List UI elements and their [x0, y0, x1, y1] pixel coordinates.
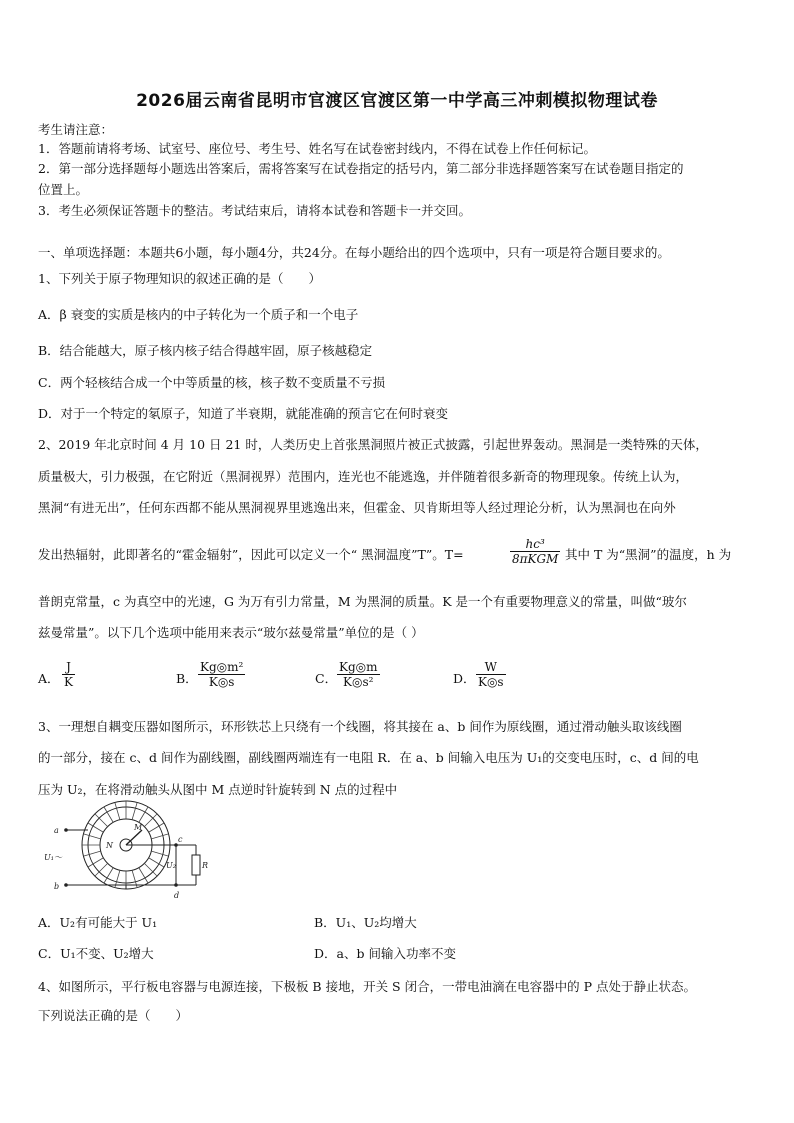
notice-item-3: 3．考生必须保证答题卡的整洁。考试结束后，请将本试卷和答题卡一并交回。	[38, 203, 471, 218]
fig-label-m: M	[134, 823, 143, 832]
formula-denominator: 8πKGM	[512, 552, 559, 566]
autotransformer-figure	[36, 800, 216, 910]
fig-label-d: d	[174, 891, 180, 900]
terminal-a	[64, 828, 68, 832]
section-heading: 一、单项选择题：本题共6小题，每小题4分，共24分。在每小题给出的四个选项中，只有一项是符合题目要求的。	[38, 245, 670, 260]
q2-option-c-num: Kg◎m	[339, 660, 378, 674]
q2-option-b-den: K◎s	[198, 674, 245, 689]
q1-option-a: A．β 衰变的实质是核内的中子转化为一个质子和一个电子	[38, 307, 359, 322]
notice-item-2: 2．第一部分选择题每小题选出答案后，需将答案写在试卷指定的括号内，第二部分非选择题答案写在试卷题目指定的	[38, 161, 684, 176]
q2-option-a-fraction	[62, 660, 75, 689]
resistor-r	[192, 855, 200, 875]
q2-line-1: 2、2019 年北京时间 4 月 10 日 21 时，人类历史上首张黑洞照片被正式披露，引起世界轰动。黑洞是一类特殊的天体，	[38, 437, 708, 452]
terminal-b	[64, 883, 68, 887]
q4-line-2: 下列说法正确的是（ ）	[38, 1008, 189, 1023]
q2-option-c-label: C．	[315, 671, 338, 686]
q2-option-c-den: K◎s²	[337, 674, 380, 689]
q2-line-4a: 发出热辐射，此即著名的“霍金辐射”，因此可以定义一个“ 黑洞温度”T”。T=	[38, 547, 464, 562]
fig-label-b: b	[54, 882, 60, 891]
q2-line-3: 黑洞“有进无出”，任何东西都不能从黑洞视界里逃逸出来，但霍金、贝肯斯坦等人经过理论分析，认为黑洞也在向外	[38, 500, 676, 515]
q3-option-d: D．a、b 间输入功率不变	[314, 946, 456, 961]
fig-label-u2: U₂	[166, 861, 176, 870]
q2-line-6: 兹曼常量”。以下几个选项中能用来表示“玻尔兹曼常量”单位的是（ ）	[38, 625, 424, 640]
q1-option-d: D．对于一个特定的氡原子，知道了半衰期，就能准确的预言它在何时衰变	[38, 406, 449, 421]
q2-option-d-den: K◎s	[478, 675, 504, 689]
q2-line-2: 质量极大，引力极强，在它附近（黑洞视界）范围内，连光也不能逃逸，并伴随着很多新奇的物理现象。传统上认为，	[38, 469, 689, 484]
hawking-formula	[510, 537, 560, 566]
q2-option-b-fraction	[198, 660, 245, 689]
q2-option-d-label: D．	[453, 671, 476, 686]
q3-line-1: 3、一理想自耦变压器如图所示，环形铁芯上只绕有一个线圈，将其接在 a、b 间作为原线圈，通过滑动触头取该线圈	[38, 719, 682, 734]
fig-label-n: N	[106, 841, 113, 850]
q2-option-d-num: W	[484, 660, 497, 674]
q1-stem: 1、下列关于原子物理知识的叙述正确的是（ ）	[38, 271, 321, 286]
q2-option-c-fraction	[337, 660, 380, 689]
q2-line-5: 普朗克常量，c 为真空中的光速，G 为万有引力常量，M 为黑洞的质量。K 是一个有重要物理意义的常量，叫做“玻尔	[38, 594, 687, 609]
fig-label-a: a	[54, 826, 59, 835]
q2-option-b-num: Kg◎m²	[200, 660, 244, 674]
q2-option-a-num: J	[66, 660, 71, 674]
notice-item-2-cont: 位置上。	[38, 182, 89, 197]
q3-option-b: B．U₁、U₂均增大	[314, 915, 417, 930]
q1-option-b: B．结合能越大，原子核内核子结合得越牢固，原子核越稳定	[38, 343, 373, 358]
q2-option-a-label: A．	[38, 671, 60, 686]
q3-option-a: A．U₂有可能大于 U₁	[38, 915, 158, 930]
fig-label-r: R	[202, 861, 209, 870]
q2-option-b-label: B．	[176, 671, 198, 686]
q2-line-4b: 其中 T 为“黑洞”的温度，h 为	[565, 547, 732, 562]
page-title: 2026届云南省昆明市官渡区官渡区第一中学高三冲刺模拟物理试卷	[136, 91, 658, 111]
fig-label-c: c	[178, 835, 183, 844]
q1-option-c: C．两个轻核结合成一个中等质量的核，核子数不变质量不亏损	[38, 375, 386, 390]
formula-numerator: hc³	[525, 537, 545, 551]
q2-option-d-fraction	[476, 660, 506, 689]
notice-heading: 考生请注意：	[38, 122, 114, 137]
q3-option-c: C．U₁不变、U₂增大	[38, 946, 154, 961]
fig-label-u1: U₁～	[44, 853, 62, 862]
q2-option-a-den: K	[64, 675, 73, 689]
q3-line-3: 压为 U₂，在将滑动触头从图中 M 点逆时针旋转到 N 点的过程中	[38, 782, 398, 797]
q3-line-2: 的一部分，接在 c、d 间作为副线圈，副线圈两端连有一电阻 R．在 a、b 间输入电压为 U₁的交变电压时，c、d 间的电	[38, 750, 699, 765]
sliding-contact	[126, 830, 142, 845]
q4-line-1: 4、如图所示，平行板电容器与电源连接，下极板 B 接地，开关 S 闭合，一带电油滴在电容器中的 P 点处于静止状态。	[38, 979, 696, 994]
notice-item-1: 1．答题前请将考场、试室号、座位号、考生号、姓名写在试卷密封线内，不得在试卷上作任何标记。	[38, 141, 596, 156]
terminal-d	[174, 883, 178, 887]
